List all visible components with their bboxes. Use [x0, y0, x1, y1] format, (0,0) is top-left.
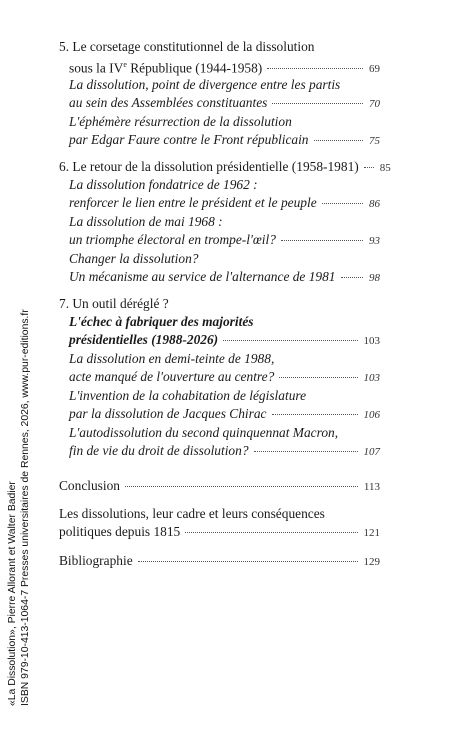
leader-dots — [322, 203, 363, 204]
toc-sub-7-3[interactable]: par la dissolution de Jacques Chirac 106 — [69, 405, 380, 424]
toc-sub-7-2[interactable]: acte manqué de l'ouverture au centre? 103 — [69, 368, 380, 387]
page-number: 70 — [369, 98, 380, 110]
leader-dots — [314, 140, 363, 141]
toc-entry-6[interactable]: 6. Le retour de la dissolution présidentielle (1958-1981) 85 — [59, 158, 380, 177]
leader-dots — [254, 451, 358, 452]
toc-entry-7[interactable]: 7. Un outil déréglé ? — [59, 296, 169, 311]
toc-sub-5-2-line1: L'éphémère résurrection de la dissolution — [69, 114, 292, 129]
toc-sub-5-1-line1: La dissolution, point de divergence entre les partis — [69, 77, 341, 92]
side-copyright-notice — [6, 6, 32, 706]
toc-sub-7-1[interactable]: présidentielles (1988-2026) 103 — [69, 331, 380, 350]
toc-sub-6-2[interactable]: un triomphe électoral en trompe-l'œil? 93 — [69, 231, 380, 250]
leader-dots — [138, 561, 358, 562]
toc-entry-dissolutions[interactable]: politiques depuis 1815 121 — [59, 523, 380, 542]
page-number: 121 — [363, 527, 380, 539]
leader-dots — [272, 103, 363, 104]
page-number: 85 — [379, 162, 391, 174]
leader-dots — [272, 414, 358, 415]
toc-sub-6-1[interactable]: renforcer le lien entre le président et le peuple 86 — [69, 194, 380, 213]
page-number: 113 — [363, 481, 380, 493]
page-number: 69 — [369, 63, 380, 76]
leader-dots — [185, 532, 357, 533]
toc-entry-bibliographie[interactable]: Bibliographie 129 — [59, 552, 380, 571]
leader-dots — [125, 486, 358, 487]
leader-dots — [279, 377, 357, 378]
page-number: 107 — [363, 446, 380, 458]
page-number: 103 — [363, 335, 380, 347]
leader-dots — [223, 340, 357, 341]
leader-dots — [341, 277, 363, 278]
toc-sub-7-3-line1: L'invention de la cohabitation de législature — [69, 388, 307, 403]
toc-sub-6-1-line1: La dissolution fondatrice de 1962 : — [69, 177, 258, 192]
leader-dots — [281, 240, 363, 241]
page-number: 93 — [369, 235, 380, 247]
toc-sub-7-4[interactable]: fin de vie du droit de dissolution? 107 — [69, 442, 380, 461]
page-number: 103 — [363, 372, 380, 384]
toc-entry-5[interactable]: sous la IVe République (1944-1958) 69 — [69, 56, 380, 78]
toc-sub-7-1-line1: L'échec à fabriquer des majorités — [69, 314, 254, 329]
toc-entry-conclusion[interactable]: Conclusion 113 — [59, 477, 380, 496]
toc-sub-5-2[interactable]: par Edgar Faure contre le Front républicain 75 — [69, 131, 380, 150]
page-number: 129 — [363, 556, 380, 568]
side-notice-line2: ISBN 979-10-413-1064-7 Presses universitaires de Rennes, 2026, www.pur-editions.fr — [20, 309, 31, 706]
toc-entry-dissolutions-line1: Les dissolutions, leur cadre et leurs conséquences — [59, 506, 325, 521]
toc-sub-6-2-line1: La dissolution de mai 1968 : — [69, 214, 223, 229]
toc-sub-7-2-line1: La dissolution en demi-teinte de 1988, — [69, 351, 275, 366]
side-notice-line1: «La Dissolution», Pierre Allorant et Walter Badier — [7, 481, 18, 706]
leader-dots — [267, 68, 363, 69]
page-number: 106 — [363, 409, 380, 421]
toc-entry-5-title: 5. Le corsetage constitutionnel de la dissolution — [59, 39, 315, 54]
toc-sub-5-1[interactable]: au sein des Assemblées constituantes 70 — [69, 94, 380, 113]
page-number: 75 — [369, 135, 380, 147]
leader-dots — [364, 167, 374, 168]
toc-sub-6-3-line1: Changer la dissolution? — [69, 251, 199, 266]
page-number: 98 — [369, 272, 380, 284]
toc-sub-6-3[interactable]: Un mécanisme au service de l'alternance de 1981 98 — [69, 268, 380, 287]
toc-sub-7-4-line1: L'autodissolution du second quinquennat Macron, — [69, 425, 339, 440]
page-number: 86 — [369, 198, 380, 210]
